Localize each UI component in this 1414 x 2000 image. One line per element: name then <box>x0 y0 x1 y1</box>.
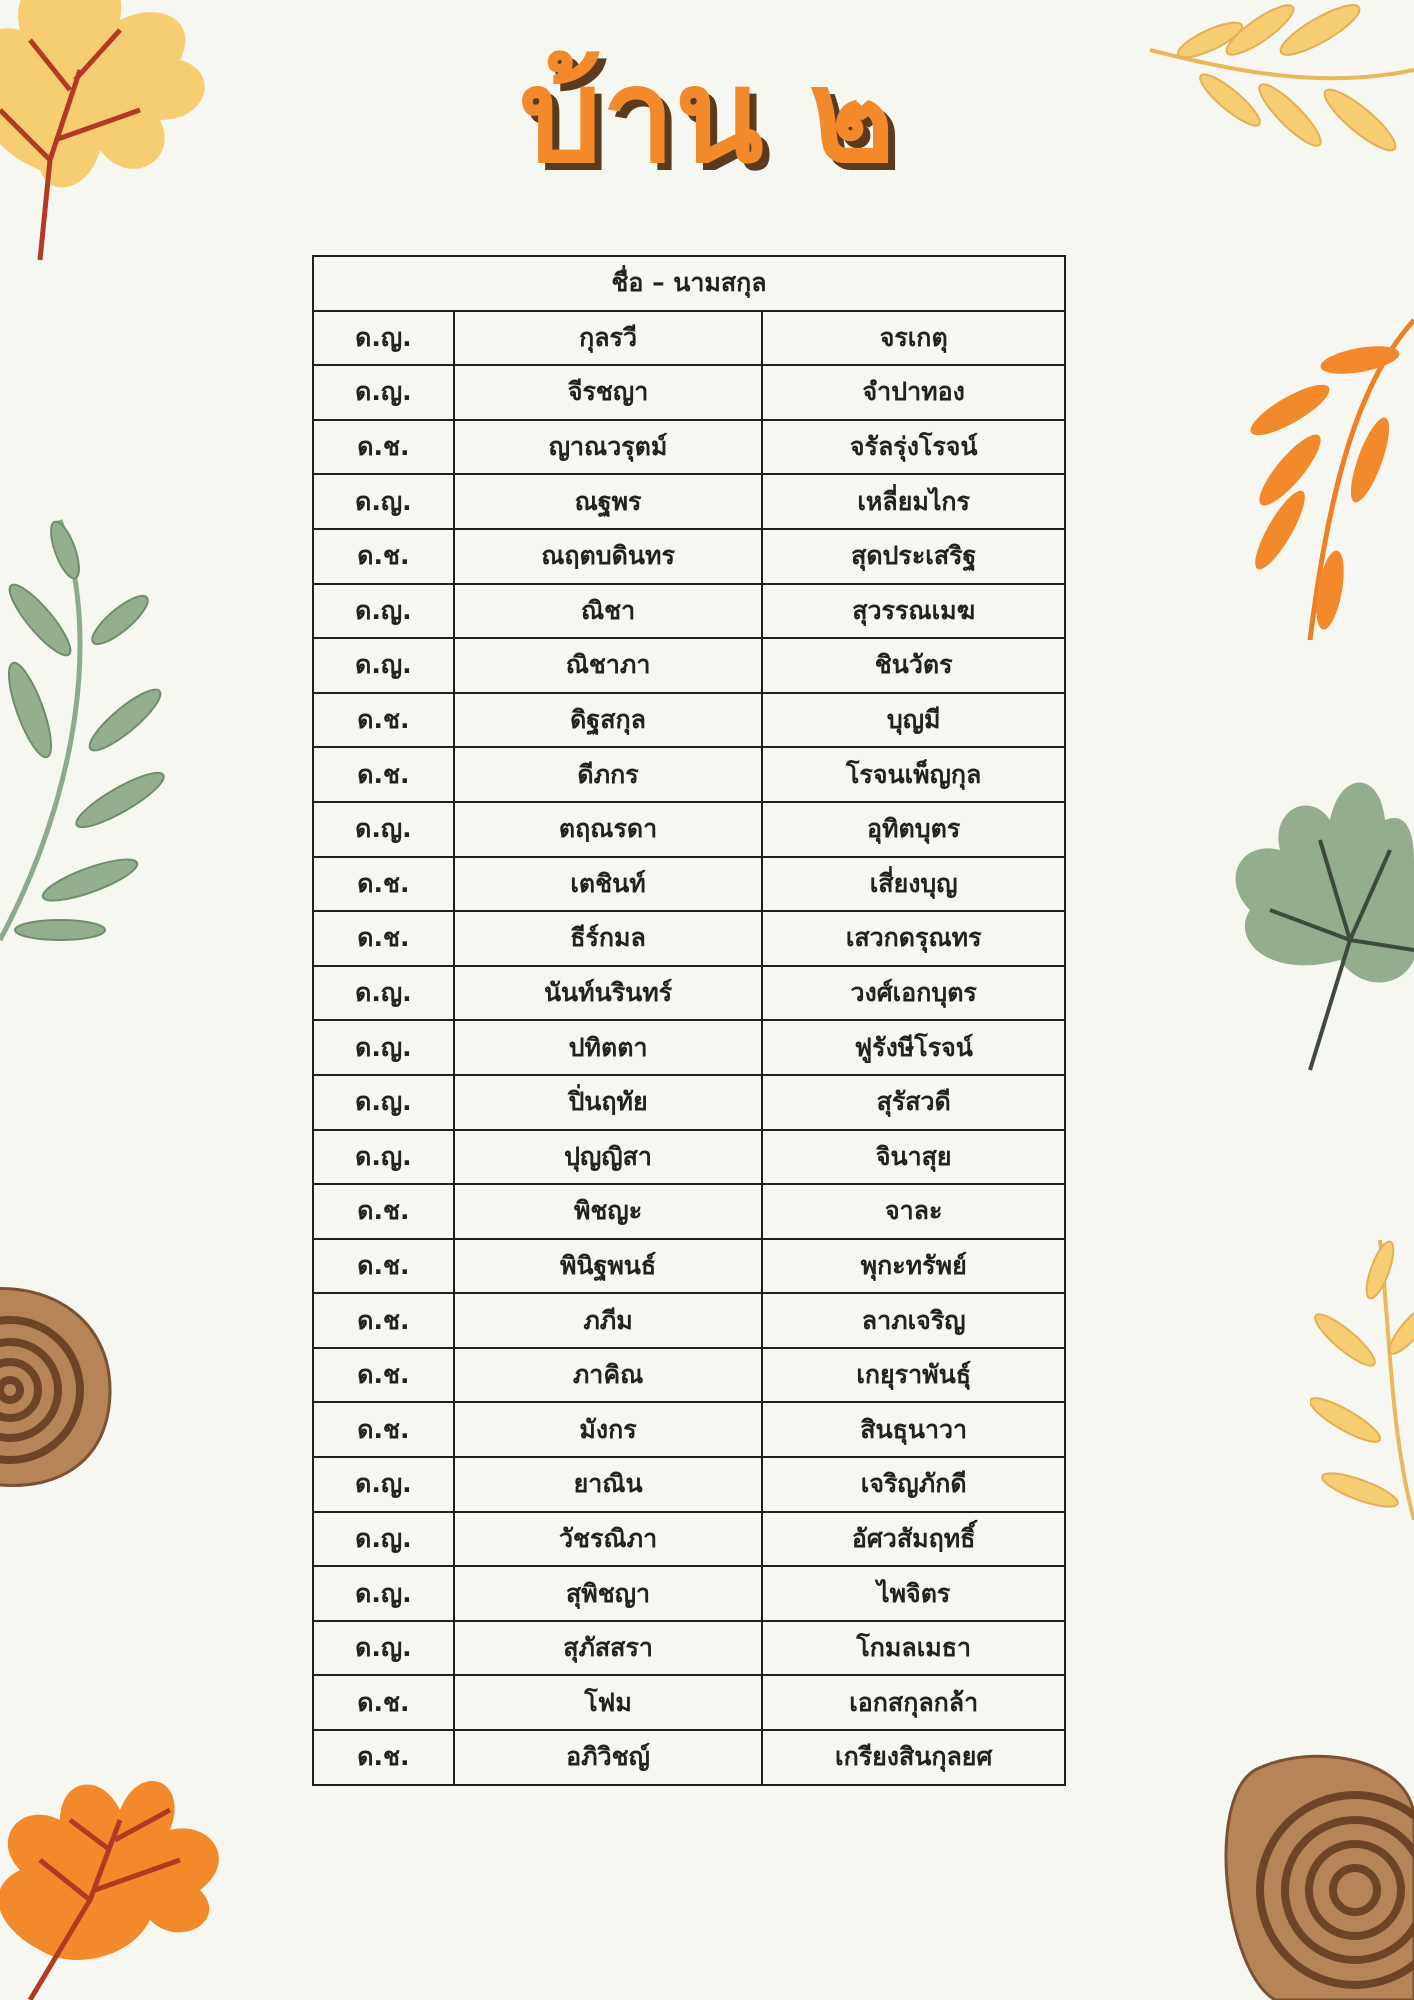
last-name-cell: ไพจิตร <box>762 1566 1065 1621</box>
title-prefix-cell: ด.ช. <box>313 1730 454 1785</box>
first-name-cell: สุภัสสรา <box>454 1621 763 1676</box>
maple-leaf-orange-bottomleft-icon <box>0 1750 250 2000</box>
title-prefix-cell: ด.ช. <box>313 857 454 912</box>
first-name-cell: จีรชญา <box>454 365 763 420</box>
first-name-cell: ดีภกร <box>454 747 763 802</box>
table-row <box>313 584 1065 639</box>
last-name-cell: จำปาทอง <box>762 365 1065 420</box>
table-row <box>313 1184 1065 1239</box>
first-name-cell: ภาคิณ <box>454 1348 763 1403</box>
table-row <box>313 474 1065 529</box>
table-row <box>313 911 1065 966</box>
first-name-cell: ญาณวรุตม์ <box>454 420 763 475</box>
last-name-cell: วงศ์เอกบุตร <box>762 966 1065 1021</box>
table-row <box>313 1130 1065 1185</box>
last-name-cell: จรเกตุ <box>762 311 1065 366</box>
first-name-cell: ณิชา <box>454 584 763 639</box>
table-row <box>313 1239 1065 1294</box>
first-name-cell: ดิฐสกุล <box>454 693 763 748</box>
title-prefix-cell: ด.ญ. <box>313 311 454 366</box>
first-name-cell: พินิฐพนธ์ <box>454 1239 763 1294</box>
first-name-cell: สุพิชญา <box>454 1566 763 1621</box>
title-prefix-cell: ด.ญ. <box>313 1566 454 1621</box>
title-prefix-cell: ด.ญ. <box>313 638 454 693</box>
last-name-cell: ลาภเจริญ <box>762 1293 1065 1348</box>
table-row <box>313 1730 1065 1785</box>
last-name-cell: สุดประเสริฐ <box>762 529 1065 584</box>
column-header-full-name: ชื่อ – นามสกุล <box>313 256 1065 311</box>
first-name-cell: อภิวิชญ์ <box>454 1730 763 1785</box>
last-name-cell: บุญมี <box>762 693 1065 748</box>
last-name-cell: จินาสุย <box>762 1130 1065 1185</box>
first-name-cell: ปิ่นฤทัย <box>454 1075 763 1130</box>
table-row <box>313 420 1065 475</box>
title-prefix-cell: ด.ช. <box>313 529 454 584</box>
table-row <box>313 1457 1065 1512</box>
table-row <box>313 1566 1065 1621</box>
first-name-cell: มังกร <box>454 1402 763 1457</box>
title-prefix-cell: ด.ช. <box>313 1348 454 1403</box>
table-row <box>313 1348 1065 1403</box>
tree-stump-left-icon <box>0 1280 120 1500</box>
last-name-cell: เอกสกุลกล้า <box>762 1675 1065 1730</box>
title-prefix-cell: ด.ญ. <box>313 802 454 857</box>
roster-body <box>313 311 1065 1785</box>
fern-orange-right-icon <box>1250 300 1414 650</box>
first-name-cell: กุลรวี <box>454 311 763 366</box>
table-row <box>313 966 1065 1021</box>
title-prefix-cell: ด.ช. <box>313 693 454 748</box>
table-row <box>313 1402 1065 1457</box>
title-prefix-cell: ด.ช. <box>313 747 454 802</box>
table-row <box>313 1020 1065 1075</box>
table-row <box>313 693 1065 748</box>
last-name-cell: จาละ <box>762 1184 1065 1239</box>
title-prefix-cell: ด.ช. <box>313 420 454 475</box>
fern-green-left-icon <box>0 510 180 950</box>
table-row <box>313 311 1065 366</box>
table-row <box>313 1675 1065 1730</box>
last-name-cell: ฟูรังษีโรจน์ <box>762 1020 1065 1075</box>
first-name-cell: ณฐพร <box>454 474 763 529</box>
tree-stump-bottomright-icon <box>1215 1740 1414 2000</box>
page-title: บ้าน ๒ <box>519 40 895 192</box>
title-prefix-cell: ด.ช. <box>313 1184 454 1239</box>
table-row <box>313 1293 1065 1348</box>
title-prefix-cell: ด.ญ. <box>313 1130 454 1185</box>
table-row <box>313 529 1065 584</box>
last-name-cell: เสวกดรุณทร <box>762 911 1065 966</box>
first-name-cell: ธีร์กมล <box>454 911 763 966</box>
title-prefix-cell: ด.ญ. <box>313 1457 454 1512</box>
last-name-cell: อัศวสัมฤทธิ์ <box>762 1512 1065 1567</box>
first-name-cell: ปทิตตา <box>454 1020 763 1075</box>
table-row <box>313 638 1065 693</box>
first-name-cell: ณฤตบดินทร <box>454 529 763 584</box>
first-name-cell: ปุญญิสา <box>454 1130 763 1185</box>
title-prefix-cell: ด.ญ. <box>313 584 454 639</box>
last-name-cell: เจริญภักดี <box>762 1457 1065 1512</box>
last-name-cell: เกยุราพันธุ์ <box>762 1348 1065 1403</box>
title-prefix-cell: ด.ญ. <box>313 474 454 529</box>
last-name-cell: พุกะทรัพย์ <box>762 1239 1065 1294</box>
first-name-cell: ณิชาภา <box>454 638 763 693</box>
first-name-cell: ภภีม <box>454 1293 763 1348</box>
table-row <box>313 1621 1065 1676</box>
last-name-cell: โรจนเพ็ญกุล <box>762 747 1065 802</box>
table-row <box>313 365 1065 420</box>
table-row <box>313 1512 1065 1567</box>
title-prefix-cell: ด.ญ. <box>313 1621 454 1676</box>
table-header-row <box>313 256 1065 311</box>
last-name-cell: สุวรรณเมฆ <box>762 584 1065 639</box>
last-name-cell: ชินวัตร <box>762 638 1065 693</box>
table-row <box>313 857 1065 912</box>
last-name-cell: จรัลรุ่งโรจน์ <box>762 420 1065 475</box>
title-prefix-cell: ด.ญ. <box>313 1075 454 1130</box>
title-prefix-cell: ด.ญ. <box>313 966 454 1021</box>
title-prefix-cell: ด.ช. <box>313 911 454 966</box>
last-name-cell: สุรัสวดี <box>762 1075 1065 1130</box>
maple-leaf-green-right-icon <box>1210 760 1414 1080</box>
last-name-cell: เสี่ยงบุญ <box>762 857 1065 912</box>
last-name-cell: เหลี่ยมไกร <box>762 474 1065 529</box>
title-prefix-cell: ด.ช. <box>313 1239 454 1294</box>
first-name-cell: วัชรณิภา <box>454 1512 763 1567</box>
table-row <box>313 1075 1065 1130</box>
last-name-cell: โกมลเมธา <box>762 1621 1065 1676</box>
last-name-cell: อุทิตบุตร <box>762 802 1065 857</box>
title-prefix-cell: ด.ช. <box>313 1675 454 1730</box>
table-row <box>313 802 1065 857</box>
title-prefix-cell: ด.ช. <box>313 1402 454 1457</box>
first-name-cell: ยาณิน <box>454 1457 763 1512</box>
last-name-cell: เกรียงสินกุลยศ <box>762 1730 1065 1785</box>
last-name-cell: สินธุนาวา <box>762 1402 1065 1457</box>
title-prefix-cell: ด.ญ. <box>313 1512 454 1567</box>
first-name-cell: พิชญะ <box>454 1184 763 1239</box>
title-prefix-cell: ด.ช. <box>313 1293 454 1348</box>
table-row <box>313 747 1065 802</box>
title-prefix-cell: ด.ญ. <box>313 1020 454 1075</box>
first-name-cell: นันท์นรินทร์ <box>454 966 763 1021</box>
first-name-cell: โฟม <box>454 1675 763 1730</box>
first-name-cell: ตฤณรดา <box>454 802 763 857</box>
title-prefix-cell: ด.ญ. <box>313 365 454 420</box>
fern-yellow-right-icon <box>1310 1230 1414 1520</box>
roster-table <box>312 255 1066 1786</box>
first-name-cell: เตชินท์ <box>454 857 763 912</box>
